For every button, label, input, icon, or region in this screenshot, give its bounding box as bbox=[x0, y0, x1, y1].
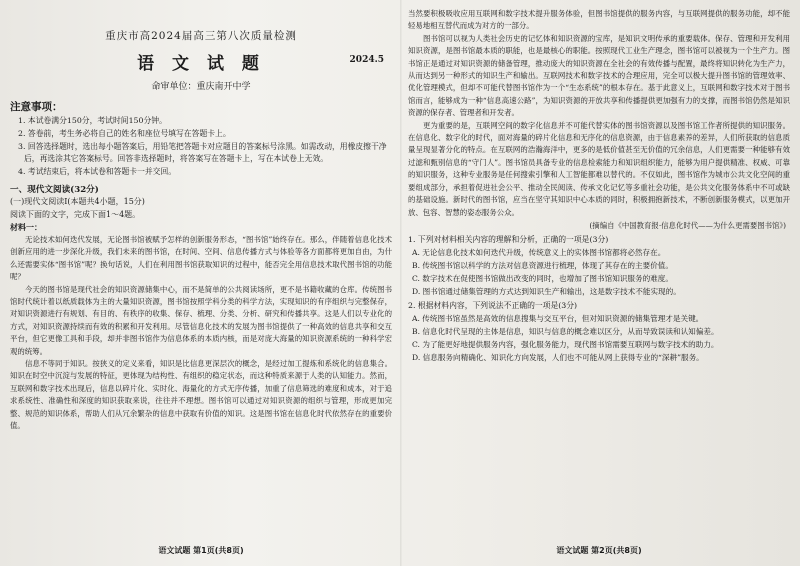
answer-option: B. 信息化时代呈现的主体是信息，知识与信息的概念难以区分，从而导致误读和认知偏差。 bbox=[412, 326, 719, 336]
section-title: 一、现代文阅读(32分) bbox=[10, 185, 99, 195]
passage-paragraph: 无论技术如何迭代发展，无论图书馆被赋予怎样的创新服务形态，“图书馆”始终存在。那么，伴随着信息化技术创新应用的进一步深化升级，我们未来的图书馆，在时间、空间、信息传播方式与体验等各方面都将更加自由，为什么还需要实体“图书馆”呢？换句话说，人们在利用图书馆获取知识的过程中，能否完全用信息技术取代图书馆的功能呢？ bbox=[10, 235, 392, 282]
page-footer: 语文试题 第1页(共8页) bbox=[158, 546, 244, 555]
title-row bbox=[10, 49, 392, 74]
passage-paragraph: 信息不等同于知识。按狭义的定义来看，知识是比信息更深层次的概念，是经过加工提炼和系统化的信息集合。知识在时空中沉淀与发展的特征，更体现为结构性、有组织的稳定状态，而这种特质来源于人类的认知能力。然而，互联网和数字技术出现后，信息以碎片化、实时化、海量化的方式无序传播，加重了信息筛选的难度和成本，对于追求系统性、准确性和深度的知识获取来说，往往并不理想。图书馆可以通过对知识资源的组织与管理，形成更加完整、规范的知识体系，帮助人们从冗余繁杂的信息中获取有价值的知识。这是图书馆在信息化时代依然存在的重要价值。 bbox=[10, 359, 392, 431]
answer-option: D. 图书馆通过储集管理的方式达到知识生产和输出，这是数字技术不能实现的。 bbox=[412, 286, 681, 296]
exam-name: 重庆市高2024届高三第八次质量检测 bbox=[105, 30, 297, 42]
answer-option: C. 数字技术在促使图书馆做出改变的同时，也增加了图书馆知识服务的难度。 bbox=[412, 273, 673, 283]
right-page bbox=[408, 8, 790, 558]
passage-paragraph: 图书馆可以视为人类社会历史的记忆体和知识资源的宝库，是知识文明传承的重要载体。保存、管理和开发利用知识资源，是图书馆最本质的职能，也是最核心的职能。按照现代工业生产理念，图书馆可以被视为一个生产力。图书馆正是通过对知识资源的储备管理，推动庞大的知识资源在全社会的有效传播与配置，最终将知识转化为生产力，从而达到另一种形式的知识生产和输出。互联网技术和数字技术的合理应用，完全可以极大提升图书馆的管理效率、优化管理模式，但却不可能代替图书馆作为一个“生态系统”的根本存在。基于此意义上，互联网和数字技术对于图书馆而言，能够成为一种“信息高速公路”，为知识资源的开放共享和传播提供更加强有力的支撑，而图书馆仍然是知识资源的保存者、管理者和开发者。 bbox=[408, 33, 790, 118]
page-title: 语 文 试 题 bbox=[137, 54, 265, 74]
page-footer: 语文试题 第2页(共8页) bbox=[556, 546, 642, 555]
notice-item: 3. 回答选择题时，选出每小题答案后，用铅笔把答题卡对应题目的答案标号涂黑。如需改动，用橡皮擦干净后，再选涂其它答案标号。回答非选择题时，将答案写在答题卡上，写在本试卷上无效。 bbox=[18, 142, 387, 163]
answer-option: C. 为了能更好地提供服务内容，强化服务能力，现代图书馆需要互联网与数字技术的助力。 bbox=[412, 339, 719, 349]
answer-option: A. 传统图书馆虽然是高效的信息搜集与交互平台，但对知识资源的储集管理才是关键。 bbox=[412, 313, 704, 323]
question-stem: 1. 下列对材料相关内容的理解和分析，正确的一项是(3分) bbox=[408, 234, 609, 244]
passage-paragraph: 更为重要的是，互联网空间的数字化信息并不可能代替实体的图书馆资源以及图书馆工作者所提供的知识服务。在信息化、数字化的时代，面对海量的碎片化信息和无序化的信息资源，由于信息素养的差异，人们所获取的信息质量呈现显著分化的特点。在互联网的浩瀚海洋中，更多的是低价值甚至无价值的冗余信息，人们更需要一种能够有效过滤和甄别信息的“守门人”。图书馆员具备专业的信息检索能力和知识组织能力，能够为用户提供精准、权威、可靠的知识服务，这种专业服务是任何搜索引擎和人工智能都难以替代的。不仅如此，图书馆作为城市公共文化空间的重要组成部分，承担着促进社会公平、推动全民阅读、传承文化记忆等多重社会功能，是公共文化服务体系中不可或缺的基础设施。新时代的图书馆，应当在坚守其知识中心本质的同时，积极拥抱新技术，不断创新服务模式，以更加开放、包容、智慧的姿态服务公众。 bbox=[408, 120, 790, 217]
notice-heading: 注意事项： bbox=[10, 101, 63, 113]
exam-date: 2024.5 bbox=[349, 55, 384, 65]
instruction: 阅读下面的文字，完成下面1～4题。 bbox=[10, 210, 141, 219]
answer-option: D. 信息服务向精确化、知识化方向发展，人们也不可能从网上获得专业的“深耕”服务。 bbox=[412, 352, 704, 362]
answer-option: A. 无论信息化技术如何迭代升级，传统意义上的实体图书馆都将必然存在。 bbox=[412, 247, 666, 257]
material-label: 材料一： bbox=[10, 222, 42, 232]
source-citation: (摘编自《中国教育报·信息化时代——为什么更需要图书馆》) bbox=[589, 220, 786, 230]
page-fold bbox=[400, 0, 402, 566]
passage-paragraph: 今天的图书馆是现代社会的知识资源储集中心，而不是简单的公共阅读场所，更不是书籍收藏的仓库。传统图书馆时代统计着以纸质载体为主的大量知识资源，图书馆按照学科分类的科学方法，实现知识的有序组织与完整保存，对知识资源进行有规划、有目的、有秩序的收集、保存、梳理、分类、分析、研究和传播共享。这是人们以专业化的方式，对知识资源持续而有效的积累和开发利用。尽管信息化技术的发展为图书馆提供了一种高效的信息共享和交互平台，但它更像工具和手段，却并非图书馆作为信息体系的本质内核，而是对庞大海量的知识资源系统的一种科学宏观的统筹。 bbox=[10, 284, 392, 356]
left-page bbox=[10, 8, 392, 558]
subsection-title: (一)现代文阅读Ⅰ(本题共4小题，15分) bbox=[10, 197, 145, 206]
notice-item: 1. 本试卷满分150分，考试时间150分钟。 bbox=[18, 116, 167, 125]
setter-unit: 命审单位：重庆南开中学 bbox=[151, 82, 251, 92]
question-stem: 2. 根据材料内容，下列说法不正确的一项是(3分) bbox=[408, 300, 578, 310]
answer-option: B. 传统图书馆以科学的方法对信息资源进行梳理，体现了其存在的主要价值。 bbox=[412, 260, 673, 270]
notice-item: 4. 考试结束后，将本试卷和答题卡一并交回。 bbox=[18, 167, 177, 176]
notice-item: 2. 答卷前，考生务必将自己的姓名和座位号填写在答题卡上。 bbox=[18, 129, 231, 138]
passage-paragraph: 当然要积极吸收应用互联网和数字技术提升服务体验，但图书馆提供的服务内容，与互联网提供的服务功能，却不能轻易地相互替代而成为对方的一部分。 bbox=[408, 9, 790, 31]
